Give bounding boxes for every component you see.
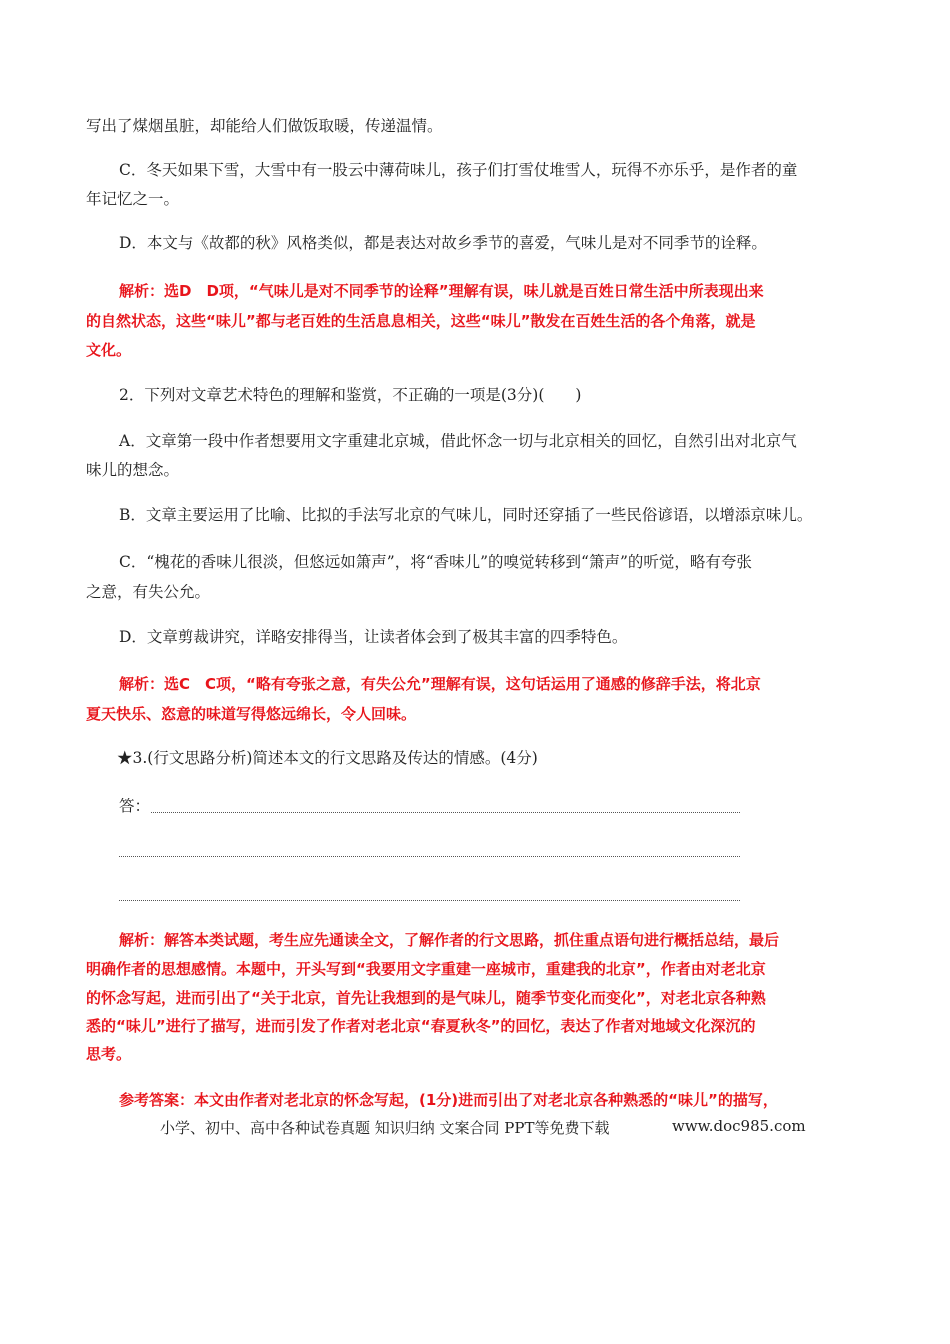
footer-text: 小学、初中、高中各种试卷真题 知识归纳 文案合同 PPT等免费下载 — [160, 1119, 610, 1137]
q2-option-c-line2: 之意，有失公允。 — [86, 583, 211, 601]
answer-line-1[interactable] — [151, 812, 740, 813]
q2-analysis-line1: 解析：选C C项，“略有夸张之意，有失公允”理解有误，这句话运用了通感的修辞手法，将北京 — [119, 675, 761, 693]
q1-option-c-line1: C．冬天如果下雪，大雪中有一股云中薄荷味儿，孩子们打雪仗堆雪人，玩得不亦乐乎，是作者的童 — [119, 161, 798, 179]
paragraph-tail: 写出了煤烟虽脏，却能给人们做饭取暖，传递温情。 — [86, 117, 443, 135]
q2-stem: 2．下列对文章艺术特色的理解和鉴赏，不正确的一项是(3分)( ) — [119, 386, 582, 404]
q2-option-a-line1: A．文章第一段中作者想要用文字重建北京城，借此怀念一切与北京相关的回忆，自然引出对北京气 — [119, 432, 797, 450]
q3-analysis-line3: 的怀念写起，进而引出了“关于北京，首先让我想到的是气味儿，随季节变化而变化”，对老北京各种熟 — [86, 989, 766, 1007]
q2-option-b: B．文章主要运用了比喻、比拟的手法写北京的气味儿，同时还穿插了一些民俗谚语，以增添京味儿。 — [119, 506, 813, 524]
q2-option-d: D．文章剪裁讲究，详略安排得当，让读者体会到了极其丰富的四季特色。 — [119, 628, 628, 646]
q3-analysis-line2: 明确作者的思想感情。本题中，开头写到“我要用文字重建一座城市，重建我的北京”，作者由对老北京 — [86, 960, 766, 978]
q3-analysis-line4: 悉的“味儿”进行了描写，进而引发了作者对老北京“春夏秋冬”的回忆，表达了作者对地域文化深沉的 — [86, 1017, 756, 1035]
q3-analysis-line1: 解析：解答本类试题，考生应先通读全文，了解作者的行文思路，抓住重点语句进行概括总结，最后 — [119, 931, 780, 949]
answer-line-2[interactable] — [119, 856, 740, 857]
q2-analysis-line2: 夏天快乐、恣意的味道写得悠远绵长，令人回味。 — [86, 705, 417, 723]
answer-label: 答： — [119, 797, 151, 815]
q1-analysis-line1: 解析：选D D项，“气味儿是对不同季节的诠释”理解有误，味儿就是百姓日常生活中所表现出来 — [119, 282, 764, 300]
q2-option-c-line1: C．“槐花的香味儿很淡，但悠远如箫声”，将“香味儿”的嗅觉转移到“箫声”的听觉，略有夸张 — [119, 553, 752, 571]
q3-stem: ★3.(行文思路分析)简述本文的行文思路及传达的情感。(4分) — [117, 749, 538, 767]
q1-option-d: D．本文与《故都的秋》风格类似，都是表达对故乡季节的喜爱，气味儿是对不同季节的诠释。 — [119, 234, 767, 252]
footer-url[interactable]: www.doc985.com — [672, 1117, 806, 1135]
q1-analysis-line3: 文化。 — [86, 341, 132, 359]
q1-option-c-line2: 年记忆之一。 — [86, 190, 180, 208]
q3-analysis-line5: 思考。 — [86, 1045, 132, 1063]
reference-answer-line1: 参考答案：本文由作者对老北京的怀念写起，(1分)进而引出了对老北京各种熟悉的“味儿”的描写， — [119, 1091, 778, 1109]
q2-option-a-line2: 味儿的想念。 — [86, 461, 180, 479]
answer-line-3[interactable] — [119, 900, 740, 901]
q1-analysis-line2: 的自然状态，这些“味儿”都与老百姓的生活息息相关，这些“味儿”散发在百姓生活的各个角落，就是 — [86, 312, 756, 330]
